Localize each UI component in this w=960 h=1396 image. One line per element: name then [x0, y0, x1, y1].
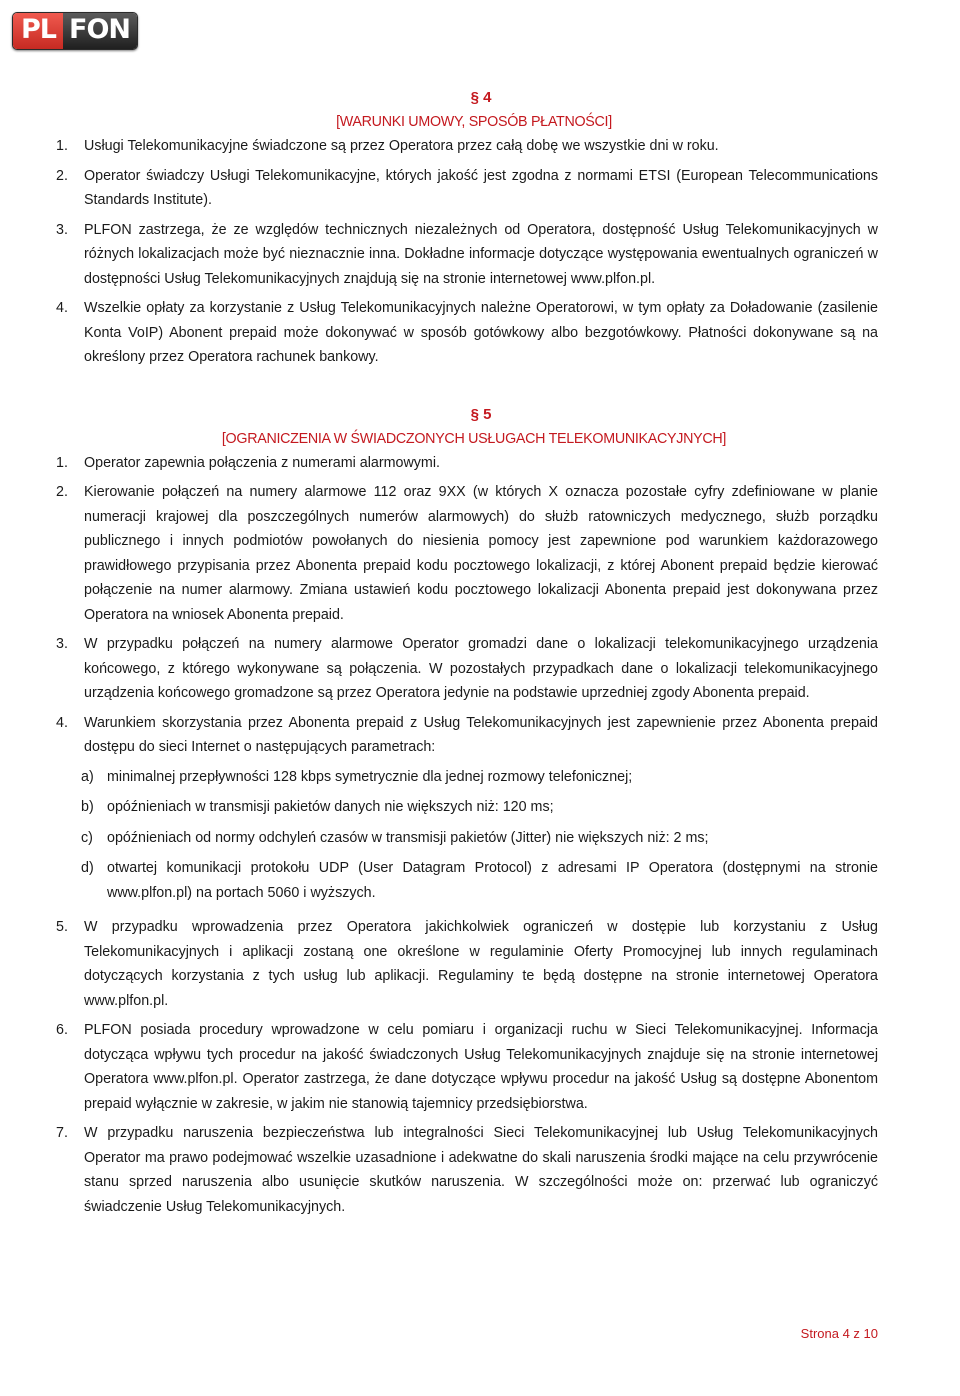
item-number: 2.	[56, 167, 68, 184]
sub-list-item	[56, 826, 878, 851]
sub-item-text: minimalnej przepływności 128 kbps symetrycznie dla jednej rozmowy telefonicznej;	[107, 768, 633, 785]
page-number: Strona 4 z 10	[800, 1326, 878, 1341]
list-item	[56, 711, 878, 760]
item-text: Operator zapewnia połączenia z numerami alarmowymi.	[84, 454, 440, 471]
item-text: Operator świadczy Usługi Telekomunikacyjne, których jakość jest zgodna z normami ETSI (European Telecommunications Standards Institute).	[84, 167, 878, 208]
sub-item-letter: a)	[81, 768, 94, 785]
section-5	[56, 403, 878, 1220]
list-item	[56, 480, 878, 627]
section-number: § 5	[470, 405, 492, 423]
list-item	[56, 1018, 878, 1116]
item-text: W przypadku naruszenia bezpieczeństwa lub integralności Sieci Telekomunikacyjnej lub Usług Telekomunikacyjnych Operator ma prawo podejmować wszelkie uzasadnione i adekwatne do skali naruszenia środki mające na celu przywrócenie stanu sprzed naruszenia albo usunięcie skutków naruszenia. W szczególności może on: przerwać lub ograniczyć świadczenie Usług Telekomunikacyjnych.	[84, 1125, 878, 1215]
list-item	[56, 164, 878, 213]
item-text: W przypadku wprowadzenia przez Operatora jakichkolwiek ograniczeń w dostępie lub korzystaniu z Usług Telekomunikacyjnych i aplikacji zostaną one określone w regulaminie Oferty Promocyjnej lub innych regulaminach dotyczących korzystania z tych usług lub aplikacji. Regulaminy te będą dostępne na stronie internetowej Operatora www.plfon.pl.	[84, 919, 878, 1009]
section-4	[56, 86, 878, 370]
sub-list-item	[56, 765, 878, 790]
item-text: Wszelkie opłaty za korzystanie z Usług Telekomunikacyjnych należne Operatorowi, w tym opłaty za Doładowanie (zasilenie Konta VoIP) Abonent prepaid może dokonywać w sposób gotówkowy albo bezgotówkowy. Płatności dokonywane są na określony przez Operatora rachunek bankowy.	[84, 300, 878, 365]
sub-item-letter: b)	[81, 799, 94, 815]
sub-item-letter: d)	[81, 860, 94, 876]
item-text: Warunkiem skorzystania przez Abonenta prepaid z Usług Telekomunikacyjnych jest zapewnienie przez Abonenta prepaid dostępu do sieci Internet o następujących parametrach:	[84, 714, 878, 755]
item-number: 4.	[56, 714, 68, 731]
sub-item-text: otwartej komunikacji protokołu UDP (User Datagram Protocol) z adresami IP Operatora (dostępnymi na stronie www.plfon.pl) na portach 5060 i wyższych.	[107, 860, 878, 901]
list-item	[56, 632, 878, 706]
item-text: PLFON zastrzega, że ze względów technicznych niezależnych od Operatora, dostępność Usług Telekomunikacyjnych w różnych lokalizacjach może być nieznacznie inna. Dokładne informacje dotyczące występowania ewentualnych ograniczeń w dostępności Usług Telekomunikacyjnych znajdują się na stronie internetowej www.plfon.pl.	[84, 221, 878, 287]
list-item	[56, 1121, 878, 1219]
item-text: Kierowanie połączeń na numery alarmowe 112 oraz 9XX (w których X oznacza pozostałe cyfry zdefiniowane w planie numeracji krajowej dla poszczególnych numerów alarmowych) do służb ratowniczych medycznego, służb porządku publicznego i innych podmiotów powołanych do niesienia pomocy jest zapewnione pod warunkiem każdorazowego prawidłowego przypisania przez Abonenta prepaid kodu pocztowego lokalizacji, z której Abonent prepaid będzie kierować połączenie na numer alarmowy. Zmiana ustawień kodu pocztowego lokalizacji Abonenta prepaid jest dokonywana przez Operatora na wniosek Abonenta prepaid.	[84, 484, 878, 623]
item-number: 4.	[56, 300, 68, 316]
list-item	[56, 451, 878, 476]
section-title: [WARUNKI UMOWY, SPOSÓB PŁATNOŚCI]	[336, 114, 612, 130]
item-number: 7.	[56, 1125, 68, 1141]
item-number: 3.	[56, 221, 68, 238]
item-number: 1.	[56, 138, 68, 154]
document-body	[56, 86, 878, 1224]
sub-list-item	[56, 795, 878, 820]
item-number: 6.	[56, 1022, 68, 1038]
list-item	[56, 296, 878, 370]
item-text: PLFON posiada procedury wprowadzone w celu pomiaru i organizacji ruchu w Sieci Telekomunikacyjnej. Informacja dotycząca wpływu tych procedur na jakość świadczonych Usług Telekomunikacyjnych znajduje się na stronie internetowej Operatora www.plfon.pl. Operator zastrzega, że dane dotyczące wpływu procedur na jakość Usług są dostępne Abonentom prepaid wyłącznie w zakresie, w jakim nie stanowią tajemnicy przedsiębiorstwa.	[84, 1022, 878, 1112]
sub-item-letter: c)	[81, 829, 93, 846]
sub-item-text: opóźnieniach w transmisji pakietów danych nie większych niż: 120 ms;	[107, 799, 554, 815]
list-item	[56, 915, 878, 1013]
logo-part-pl: PL	[13, 13, 63, 49]
item-number: 2.	[56, 484, 68, 500]
section-title: [OGRANICZENIA W ŚWIADCZONYCH USŁUGACH TELEKOMUNIKACYJNYCH]	[221, 430, 727, 447]
sub-list-item	[56, 856, 878, 905]
item-number: 3.	[56, 636, 68, 652]
section-number: § 4	[470, 89, 492, 106]
item-number: 1.	[56, 454, 68, 471]
logo-part-fon: FON	[63, 13, 137, 49]
sub-item-text: opóźnieniach od normy odchyleń czasów w transmisji pakietów (Jitter) nie większych niż: 2 ms;	[107, 829, 709, 846]
list-item	[56, 134, 878, 159]
plfon-logo	[12, 12, 138, 50]
item-number: 5.	[56, 919, 68, 935]
item-text: W przypadku połączeń na numery alarmowe Operator gromadzi dane o lokalizacji telekomunikacyjnego urządzenia końcowego, z którego wykonywane są połączenia. W pozostałych przypadkach dane o lokalizacji telekomunikacyjnego urządzenia końcowego gromadzone są przez Operatora jedynie na podstawie uprzedniej zgody Abonenta prepaid.	[84, 636, 878, 701]
item-text: Usługi Telekomunikacyjne świadczone są przez Operatora przez całą dobę we wszystkie dni w roku.	[84, 138, 719, 154]
list-item	[56, 218, 878, 292]
